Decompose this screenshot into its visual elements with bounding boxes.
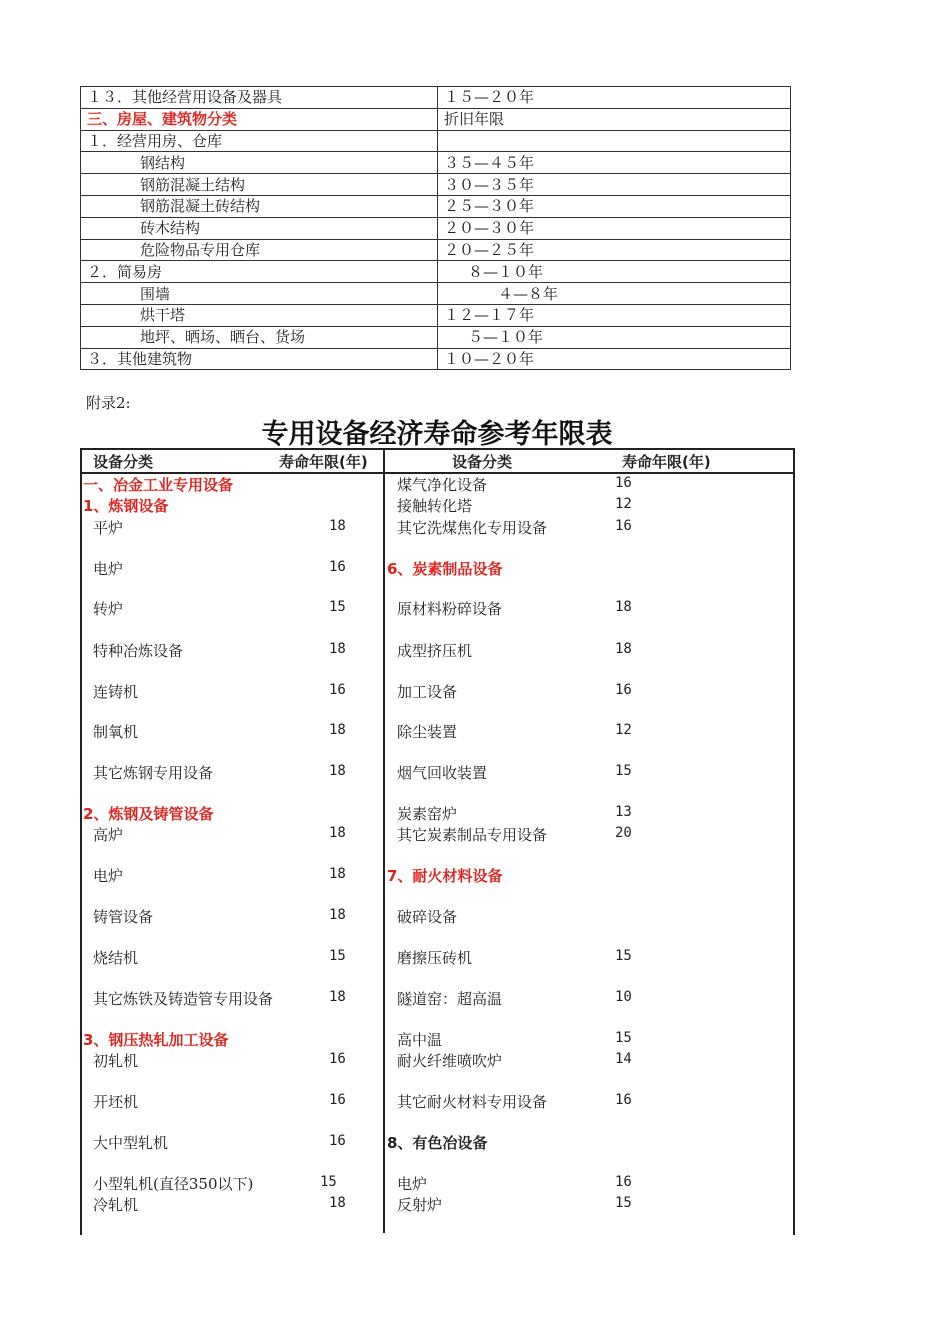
life-years: 10 [615,989,632,1005]
right-life-header: 寿命年限(年) [622,453,711,471]
left-life-header: 寿命年限(年) [279,453,368,471]
category-label: 围墙 [140,284,171,303]
equipment-name: 电炉 [397,1175,428,1193]
life-years: 18 [329,1195,346,1211]
life-cell: ５—１０年 [438,326,791,348]
life-years: 16 [329,1092,346,1108]
life-years: 16 [615,682,632,698]
category-label: 烘干塔 [140,306,186,325]
life-years: 15 [615,1030,632,1046]
table-row [81,195,791,217]
life-cell: ３０—３５年 [438,174,791,196]
category-label: ３．其他建筑物 [87,349,193,368]
section-heading: 7、耐火材料设备 [387,867,503,885]
table-row [81,87,791,109]
equipment-name: 烧结机 [93,949,139,967]
category-cell [81,261,438,283]
equipment-name: 开坯机 [93,1093,139,1111]
life-years: 12 [615,722,632,738]
life-years: 18 [329,825,346,841]
life-years: 16 [329,559,346,575]
left-category-header: 设备分类 [93,453,154,471]
equipment-name: 隧道窑：超高温 [397,990,503,1008]
category-cell [81,195,438,217]
equipment-name: 小型轧机(直径350以下) [93,1175,254,1193]
category-label: 地坪、晒场、晒台、货场 [140,328,306,347]
equipment-name: 其它耐火材料专用设备 [397,1093,548,1111]
life-years: 18 [329,866,346,882]
equipment-name: 成型挤压机 [397,642,473,660]
equipment-name: 原材料粉碎设备 [397,600,503,618]
category-cell [81,217,438,239]
life-years: 14 [615,1051,632,1067]
life-cell [438,130,791,152]
life-years: 16 [615,518,632,534]
equipment-name: 高炉 [93,826,124,844]
equipment-name: 大中型轧机 [93,1134,169,1152]
equipment-name: 其它炼铁及铸造管专用设备 [93,990,274,1008]
table-row [81,348,791,370]
life-years: 18 [329,989,346,1005]
section-heading: 1、炼钢设备 [83,497,169,515]
life-years: 20 [615,825,632,841]
section-heading: 一、冶金工业专用设备 [83,476,234,494]
life-cell: ４—８年 [438,283,791,305]
category-cell [81,108,438,130]
category-cell [81,239,438,261]
right-category-header: 设备分类 [452,453,513,471]
life-years: 13 [615,804,632,820]
equipment-name: 连铸机 [93,683,139,701]
life-cell: １２—１７年 [438,304,791,326]
life-cell: ２０—３０年 [438,217,791,239]
equipment-name: 电炉 [93,560,124,578]
equipment-name: 冷轧机 [93,1196,139,1214]
column-divider [383,448,385,1233]
equipment-name: 耐火纤维喷吹炉 [397,1052,503,1070]
life-cell: １５—２０年 [438,87,791,109]
equipment-name: 电炉 [93,867,124,885]
equipment-name: 烟气回收装置 [397,764,488,782]
life-cell: ８—１０年 [438,261,791,283]
category-cell [81,348,438,370]
equipment-name: 初轧机 [93,1052,139,1070]
appendix-label: 附录2: [86,394,131,412]
category-label: 钢筋混凝土砖结构 [140,197,261,216]
category-cell [81,304,438,326]
life-years: 15 [320,1174,337,1190]
category-label: １３．其他经营用设备及器具 [87,88,283,107]
equipment-name: 磨擦压砖机 [397,949,473,967]
category-label: 钢结构 [140,153,186,172]
table-row [81,326,791,348]
equipment-name: 其它炼钢专用设备 [93,764,214,782]
page-title: 专用设备经济寿命参考年限表 [261,419,613,450]
life-cell: １０—２０年 [438,348,791,370]
equipment-name: 炭素窑炉 [397,805,458,823]
table-row [81,174,791,196]
life-years: 16 [329,682,346,698]
equipment-name: 除尘装置 [397,723,458,741]
category-label: １．经营用房、仓库 [87,131,223,150]
table-row [81,304,791,326]
table-row [81,108,791,130]
equipment-name: 其它洗煤焦化专用设备 [397,519,548,537]
life-years: 18 [329,722,346,738]
equipment-name: 其它炭素制品专用设备 [397,826,548,844]
category-cell [81,87,438,109]
life-years: 18 [329,641,346,657]
equipment-name: 高中温 [397,1031,443,1049]
equipment-name: 加工设备 [397,683,458,701]
category-cell [81,326,438,348]
life-years: 16 [329,1051,346,1067]
table-row [81,261,791,283]
category-cell [81,283,438,305]
life-cell: ２５—３０年 [438,195,791,217]
equipment-name: 转炉 [93,600,124,618]
section-heading: 8、有色冶设备 [387,1134,488,1152]
section-heading: 3、钢压热轧加工设备 [83,1031,229,1049]
life-years: 15 [615,763,632,779]
category-cell [81,174,438,196]
life-years: 16 [615,1092,632,1108]
equipment-name: 接触转化塔 [397,497,473,515]
life-years: 16 [615,1174,632,1190]
equipment-name: 破碎设备 [397,908,458,926]
section-heading: 2、炼钢及铸管设备 [83,805,214,823]
category-label: 钢筋混凝土结构 [140,175,246,194]
life-years: 15 [615,948,632,964]
equipment-name: 制氧机 [93,723,139,741]
life-years: 18 [329,518,346,534]
life-years: 15 [329,599,346,615]
life-years: 12 [615,496,632,512]
equipment-name: 铸管设备 [93,908,154,926]
table-row [81,152,791,174]
life-years: 18 [615,599,632,615]
life-cell: 折旧年限 [438,108,791,130]
category-cell [81,152,438,174]
life-years: 15 [329,948,346,964]
table-row [81,239,791,261]
life-cell: ２０—２５年 [438,239,791,261]
category-label: 三、房屋、建筑物分类 [87,110,238,129]
category-label: 砖木结构 [140,219,201,238]
equipment-name: 特种冶炼设备 [93,642,184,660]
life-years: 16 [329,1133,346,1149]
table-row [81,283,791,305]
table-row [81,130,791,152]
category-label: ２．简易房 [87,262,163,281]
section-heading: 6、炭素制品设备 [387,560,503,578]
category-label: 危险物品专用仓库 [140,240,261,259]
table-row [81,217,791,239]
building-depreciation-table [80,86,791,370]
equipment-name: 平炉 [93,519,124,537]
life-years: 18 [329,763,346,779]
category-cell [81,130,438,152]
equipment-name: 反射炉 [397,1196,443,1214]
life-years: 18 [615,641,632,657]
life-years: 18 [329,907,346,923]
life-cell: ３５—４５年 [438,152,791,174]
equipment-name: 煤气净化设备 [397,476,488,494]
life-years: 15 [615,1195,632,1211]
life-years: 16 [615,475,632,491]
